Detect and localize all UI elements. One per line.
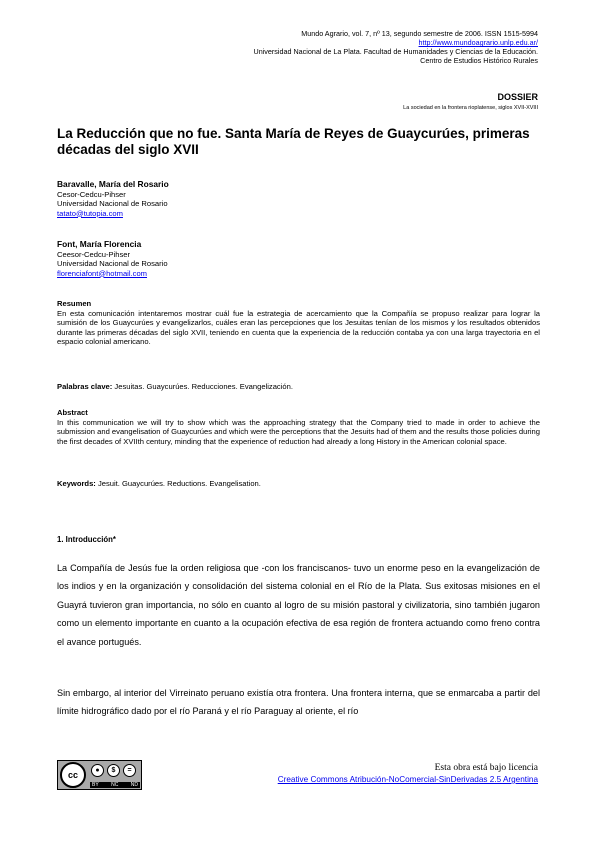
journal-citation: Mundo Agrario, vol. 7, nº 13, segundo semestre de 2006. ISSN 1515-5994 [301, 29, 538, 38]
palabras-label: Palabras clave: [57, 382, 113, 391]
license-notice [278, 763, 538, 786]
author-block-2 [57, 240, 168, 278]
body-paragraph: La Compañía de Jesús fue la orden religiosa que -con los franciscanos- tuvo un enorme peso en la evangelización de los indios y en la organización y consolidación del sistema colonial en el Río de la Plata. Sus exitosas misiones en el Guayrá tuvieron gran importancia, no sólo en cuanto al logro de su misión pastoral y civilizatoria, sino también jugaron como un elemento importante en cuanto a la ocupación efectiva de esa región de frontera actuando como freno contra el avance portugués. [57, 563, 540, 647]
section-label: DOSSIER [497, 92, 538, 102]
author-university: Universidad Nacional de Rosario [57, 259, 168, 268]
institution-line: Universidad Nacional de La Plata. Facultad de Humanidades y Ciencias de la Educación. [253, 47, 538, 56]
resumen-heading: Resumen [57, 299, 92, 308]
palabras-clave [57, 382, 540, 392]
badge-nd-label: ND [130, 782, 138, 788]
license-link[interactable]: Creative Commons Atribución-NoComercial-SinDerivadas 2.5 Argentina [277, 775, 538, 784]
keywords-label: Keywords: [57, 479, 96, 488]
center-line: Centro de Estudios Histórico Rurales [420, 56, 538, 65]
badge-nc-label: NC [111, 782, 119, 788]
journal-header [118, 29, 538, 65]
author-affiliation: Cesor-Cedcu-Pihser [57, 189, 126, 199]
abstract-heading: Abstract [57, 408, 88, 417]
abstract-block [57, 408, 540, 446]
resumen-text: En esta comunicación intentaremos mostrar cuál fue la estrategia de acercamiento que la Compañía se propuso realizar para lograr la sumisión de los Guaycurúes y evangelizarlos, cuáles eran las percepciones que los Jesuitas tenían de los mismos y los resultados obtenidos durante las primeras décadas del siglo XVII, teniendo en cuenta que la experiencia de la reducción contaba ya con una larga trayectoria en el espacio colonial americano. [57, 308, 540, 347]
attribution-icon: ● [91, 764, 104, 777]
cc-license-badge[interactable] [57, 760, 142, 790]
journal-url-link[interactable]: http://www.mundoagrario.unlp.edu.ar/ [418, 38, 538, 47]
author-university: Universidad Nacional de Rosario [57, 199, 168, 208]
badge-by-label: BY [92, 782, 99, 788]
section-subtitle: La sociedad en la frontera rioplatense, siglos XVII-XVIII [403, 105, 538, 111]
body-paragraph: Sin embargo, al interior del Virreinato peruano existía otra frontera. Una frontera interna, que se enmarcaba a partir del límite hidrográfico dado por el río Paraná y el río Paraguay al oriente, el río [57, 688, 540, 717]
paper-title: La Reducción que no fue. Santa María de Reyes de Guaycurúes, primeras décadas del siglo XVII [57, 126, 530, 157]
author-affiliation: Ceesor-Cedcu-Pihser [57, 249, 131, 259]
resumen-block [57, 299, 540, 347]
keywords-text: Jesuit. Guaycurúes. Reductions. Evangelisation. [95, 479, 261, 488]
author-email-link[interactable]: florenciafont@hotmail.com [57, 268, 148, 278]
license-line: Esta obra está bajo licencia [434, 763, 538, 773]
noderivs-icon: = [123, 764, 136, 777]
author-block-1 [57, 180, 169, 218]
palabras-text: Jesuitas. Guaycurúes. Reducciones. Evangelización. [112, 382, 293, 391]
abstract-text: In this communication we will try to show which was the approaching strategy that the Company tried to made in order to achieve the submission and evangelisation of Guaycurúes and which were the perceptions that the Jesuits had of them and the results those policies during the first decades of XVIIth century, minding that the experience of reduction had already a long History in the American colonial space. [57, 417, 540, 446]
badge-labels [90, 782, 140, 788]
intro-heading: 1. Introducción* [57, 535, 116, 544]
keywords [57, 479, 540, 489]
author-email-link[interactable]: tatato@tutopia.com [57, 208, 123, 218]
noncommercial-icon: $ [107, 764, 120, 777]
cc-logo-icon: cc [60, 762, 86, 788]
author-name: Font, María Florencia [57, 239, 142, 249]
author-name: Baravalle, María del Rosario [57, 179, 169, 189]
